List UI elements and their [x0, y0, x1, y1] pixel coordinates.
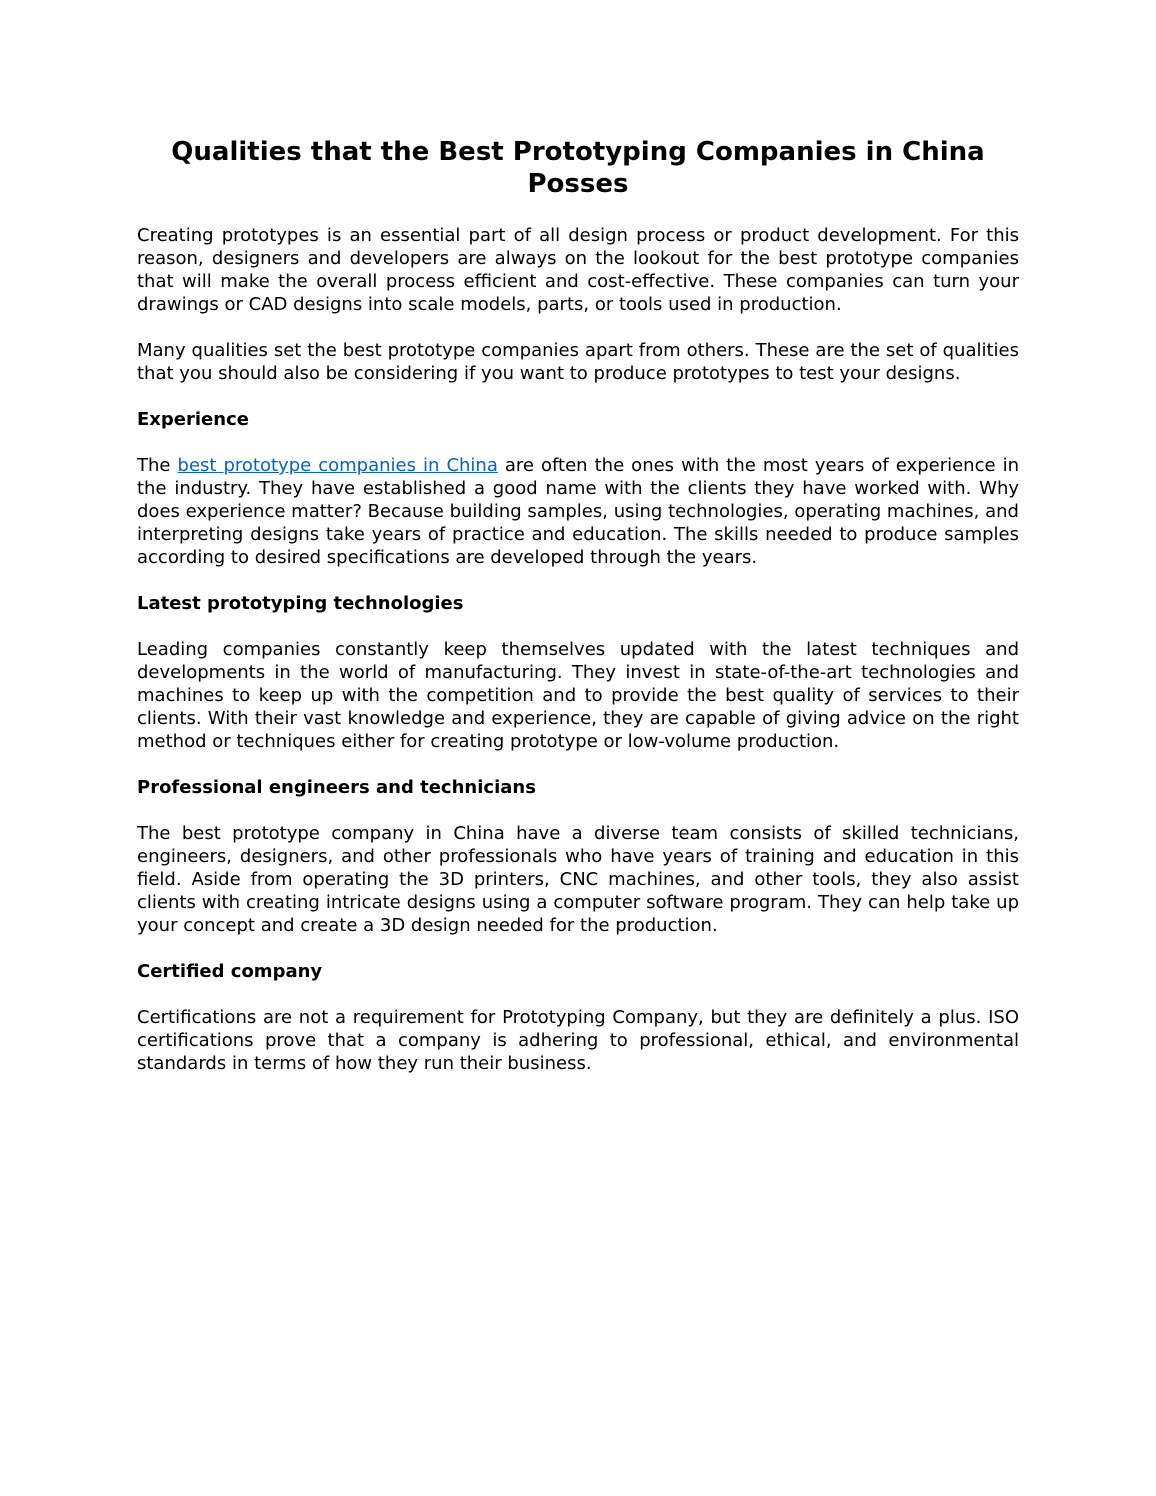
experience-text-before-link: The [137, 455, 178, 476]
section-heading-experience: Experience [137, 409, 249, 430]
section-paragraph-engineers: The best prototype company in China have a diverse team consists of skilled technicians, engineers, designers, and other professionals who have years of training and education in this field. Aside from operating the 3D printers, CNC machines, and other tools, they also assist clients with creating intricate designs using a computer software program. They can help take up your concept and create a 3D design needed for the production. [137, 823, 1019, 936]
intro-paragraph-2: Many qualities set the best prototype companies apart from others. These are the set of qualities that you should also be considering if you want to produce prototypes to test your designs. [137, 340, 1019, 384]
section-heading-certified: Certified company [137, 961, 323, 982]
section-paragraph-technologies: Leading companies constantly keep themselves updated with the latest techniques and developments in the world of manufacturing. They invest in state-of-the-art technologies and machines to keep up with the competition and to provide the best quality of services to their clients. With their vast knowledge and experience, they are capable of giving advice on the right method or techniques either for creating prototype or low-volume production. [137, 639, 1019, 752]
section-paragraph-experience [137, 454, 1019, 569]
experience-text-after-link: are often the ones with the most years of experience in the industry. They have established a good name with the clients they have worked with. Why does experience matter? Because building samples, using technologies, operating machines, and interpreting designs take years of practice and education. The skills needed to produce samples according to desired specifications are developed through the years. [137, 455, 1019, 568]
intro-paragraph-1: Creating prototypes is an essential part of all design process or product development. For this reason, designers and developers are always on the lookout for the best prototype companies that will make the overall process efficient and cost-effective. These companies can turn your drawings or CAD designs into scale models, parts, or tools used in production. [137, 225, 1019, 315]
document-title: Qualities that the Best Prototyping Companies in China Posses [171, 137, 985, 199]
section-paragraph-certified: Certifications are not a requirement for Prototyping Company, but they are definitely a plus. ISO certifications prove that a company is adhering to professional, ethical, and environmental standards in terms of how they run their business. [137, 1007, 1019, 1074]
section-heading-engineers: Professional engineers and technicians [137, 777, 536, 798]
document-page [137, 136, 1019, 1098]
section-heading-technologies: Latest prototyping technologies [137, 593, 464, 614]
best-prototype-companies-link[interactable]: best prototype companies in China [177, 455, 498, 476]
